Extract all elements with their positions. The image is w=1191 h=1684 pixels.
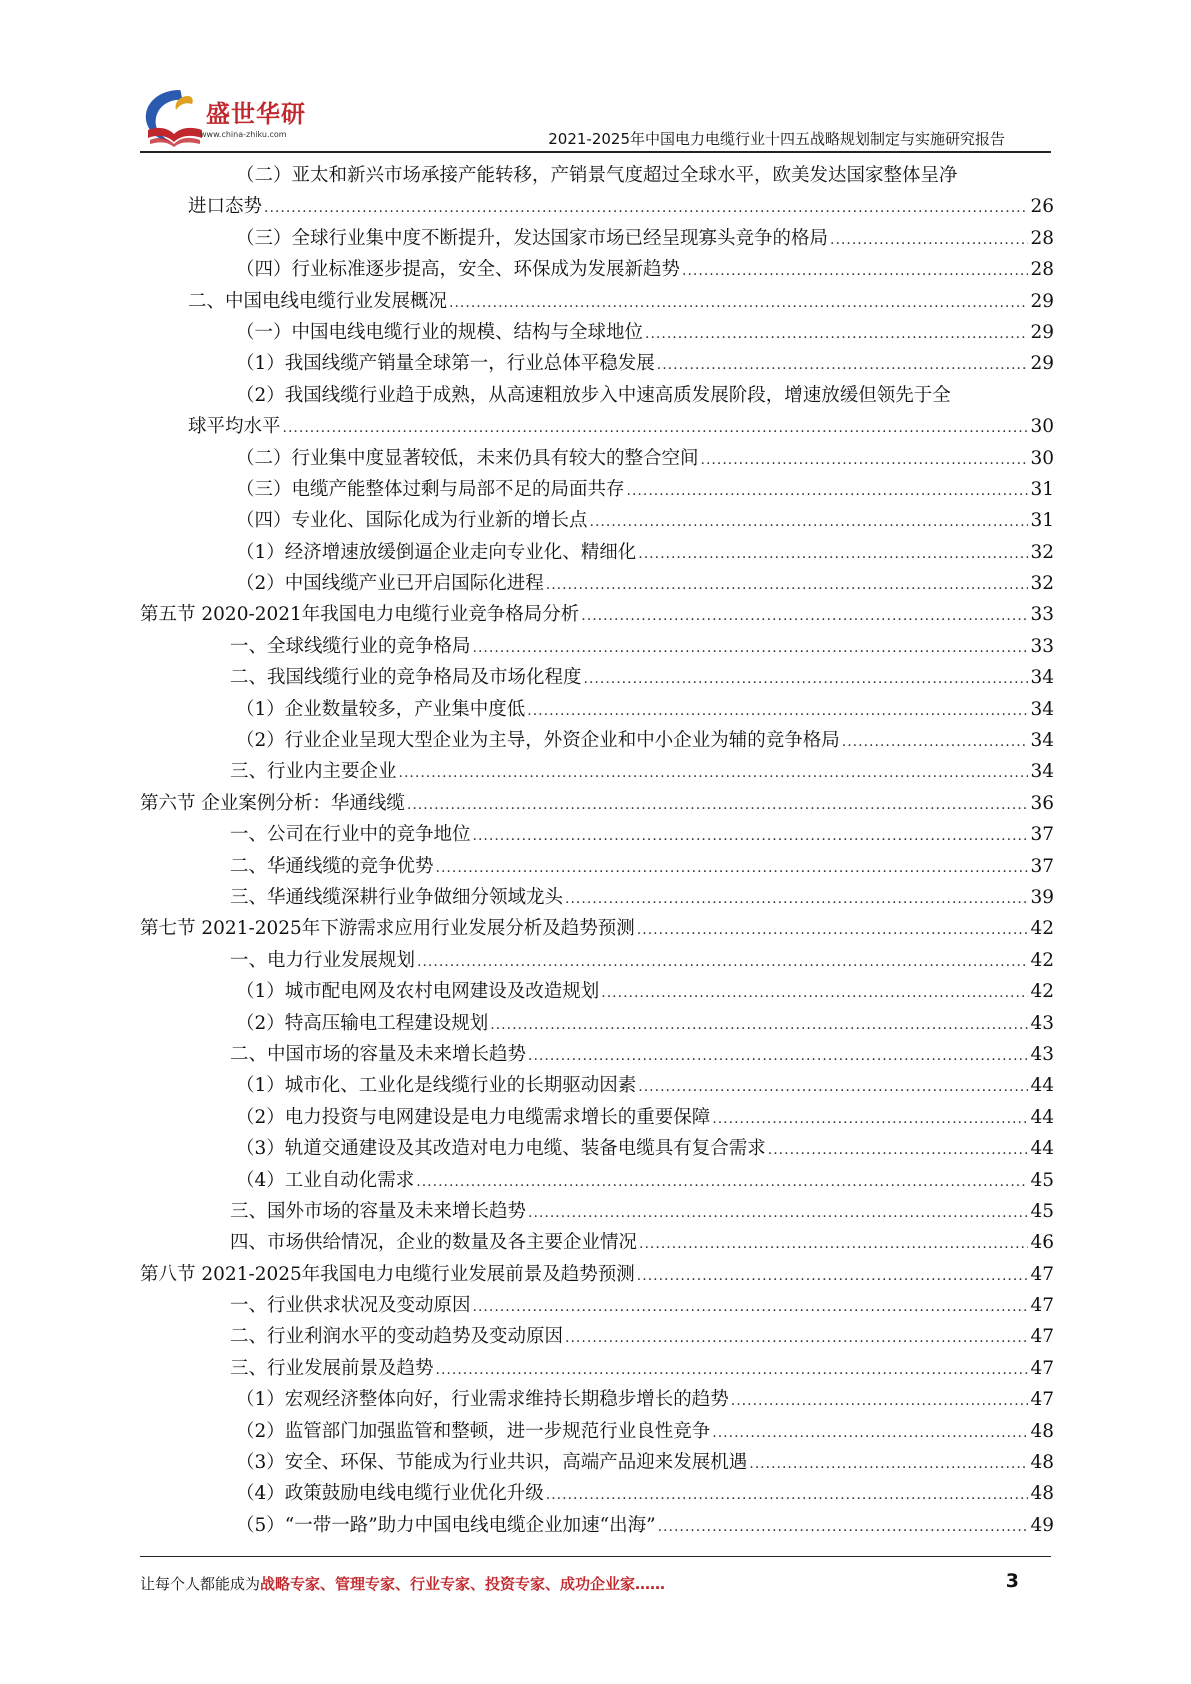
toc-entry-page: 42	[1030, 949, 1054, 971]
footer-divider	[140, 1556, 1051, 1557]
toc-entry-label: （2）中国线缆产业已开启国际化进程	[236, 568, 546, 599]
toc-entry-label: 二、中国市场的容量及未来增长趋势	[230, 1039, 528, 1070]
toc-leader-dots	[638, 539, 1028, 570]
toc-entry[interactable]	[140, 505, 1054, 536]
toc-entry-label: 二、华通线缆的竞争优势	[230, 851, 436, 882]
toc-entry-page: 34	[1030, 730, 1054, 752]
toc-entry[interactable]	[140, 882, 1054, 913]
toc-entry-label: （3）安全、环保、节能成为行业共识，高端产品迎来发展机遇	[236, 1447, 749, 1478]
toc-leader-dots	[712, 1104, 1028, 1135]
toc-entry[interactable]	[140, 694, 1054, 725]
toc-entry-page: 31	[1030, 510, 1054, 532]
footer-slogan-emphasis: 战略专家、管理专家、行业专家、投资专家、成功企业家……	[260, 1575, 666, 1593]
toc-leader-dots	[436, 853, 1029, 884]
toc-entry[interactable]	[140, 1259, 1054, 1290]
toc-entry[interactable]	[140, 1447, 1054, 1478]
toc-entry[interactable]	[140, 788, 1054, 819]
toc-entry-page: 28	[1030, 259, 1054, 281]
toc-entry[interactable]	[140, 1227, 1054, 1258]
toc-entry[interactable]	[140, 1165, 1054, 1196]
toc-leader-dots	[627, 476, 1029, 507]
toc-leader-dots	[749, 1449, 1028, 1480]
toc-entry-label: （四）行业标准逐步提高，安全、环保成为发展新趋势	[236, 254, 682, 285]
toc-entry-label: 第八节 2021-2025年我国电力电缆行业发展前景及趋势预测	[140, 1259, 637, 1290]
toc-entry-page: 26	[1030, 196, 1054, 218]
toc-leader-dots	[645, 319, 1028, 350]
toc-leader-dots	[436, 1355, 1029, 1386]
toc-entry-page: 39	[1030, 886, 1054, 908]
toc-entry-page: 43	[1030, 1012, 1054, 1034]
toc-entry-label: 第七节 2021-2025年下游需求应用行业发展分析及趋势预测	[140, 913, 637, 944]
toc-entry-page: 47	[1030, 1326, 1054, 1348]
toc-entry-page: 34	[1030, 667, 1054, 689]
toc-entry-label: 三、国外市场的容量及未来增长趋势	[230, 1196, 528, 1227]
toc-entry-page: 30	[1030, 447, 1054, 469]
table-of-contents	[140, 160, 1054, 1541]
toc-leader-dots	[546, 570, 1029, 601]
logo	[140, 86, 310, 148]
toc-entry-page: 44	[1030, 1138, 1054, 1160]
toc-entry[interactable]	[140, 976, 1054, 1007]
toc-entry-page: 47	[1030, 1389, 1054, 1411]
toc-entry-label: 三、行业发展前景及趋势	[230, 1353, 436, 1384]
toc-entry-label: 四、市场供给情况，企业的数量及各主要企业情况	[230, 1227, 639, 1258]
toc-leader-dots	[584, 664, 1029, 695]
toc-entry[interactable]	[140, 1510, 1054, 1541]
toc-entry[interactable]	[140, 662, 1054, 693]
toc-entry[interactable]	[140, 1290, 1054, 1321]
toc-entry[interactable]	[140, 474, 1054, 505]
page-number: 3	[1005, 1570, 1019, 1592]
toc-entry-page: 44	[1030, 1106, 1054, 1128]
toc-leader-dots	[658, 1512, 1029, 1543]
toc-entry-label: （4）政策鼓励电线电缆行业优化升级	[236, 1478, 546, 1509]
toc-entry-label: （2）我国线缆行业趋于成熟，从高速粗放步入中速高质发展阶段，增速放缓但领先于全	[236, 380, 953, 411]
toc-entry-label: （三）全球行业集中度不断提升，发达国家市场已经呈现寡头竞争的格局	[236, 223, 830, 254]
toc-entry[interactable]	[140, 945, 1054, 976]
toc-leader-dots	[546, 1480, 1029, 1511]
toc-entry-page: 42	[1030, 981, 1054, 1003]
toc-leader-dots	[842, 727, 1029, 758]
toc-leader-dots	[701, 445, 1029, 476]
toc-leader-dots	[637, 915, 1029, 946]
footer-slogan	[140, 1573, 665, 1594]
toc-entry-label: （三）电缆产能整体过剩与局部不足的局面共存	[236, 474, 627, 505]
toc-entry[interactable]	[140, 1416, 1054, 1447]
toc-leader-dots	[657, 350, 1029, 381]
toc-leader-dots	[830, 225, 1028, 256]
toc-leader-dots	[416, 1167, 1028, 1198]
toc-entry[interactable]	[140, 1008, 1054, 1039]
toc-entry-label: 一、公司在行业中的竞争地位	[230, 819, 473, 850]
toc-entry[interactable]	[140, 160, 1054, 191]
toc-entry-label: （1）经济增速放缓倒逼企业走向专业化、精细化	[236, 537, 638, 568]
toc-entry[interactable]	[140, 1384, 1054, 1415]
toc-entry-page: 32	[1030, 541, 1054, 563]
toc-entry-page: 28	[1030, 227, 1054, 249]
toc-entry-page: 33	[1030, 604, 1054, 626]
logo-url: www.china-zhiku.com	[200, 130, 287, 139]
toc-entry-label: 一、全球线缆行业的竞争格局	[230, 631, 473, 662]
toc-entry-page: 47	[1030, 1263, 1054, 1285]
toc-entry-page: 48	[1030, 1483, 1054, 1505]
toc-entry[interactable]	[140, 443, 1054, 474]
toc-entry-page: 44	[1030, 1075, 1054, 1097]
toc-entry[interactable]	[140, 1133, 1054, 1164]
toc-entry-label: （2）监管部门加强监管和整顿，进一步规范行业良性竞争	[236, 1416, 712, 1447]
toc-entry-page: 48	[1030, 1452, 1054, 1474]
toc-entry-page: 30	[1030, 416, 1054, 438]
toc-entry[interactable]	[140, 631, 1054, 662]
toc-entry[interactable]	[140, 1070, 1054, 1101]
toc-leader-dots	[682, 256, 1028, 287]
toc-entry-page: 37	[1030, 855, 1054, 877]
toc-entry-label: （1）宏观经济整体向好，行业需求维持长期稳步增长的趋势	[236, 1384, 731, 1415]
toc-entry[interactable]	[140, 1102, 1054, 1133]
toc-leader-dots	[581, 601, 1028, 632]
toc-leader-dots	[407, 790, 1029, 821]
toc-leader-dots	[528, 1041, 1028, 1072]
toc-leader-dots	[590, 507, 1029, 538]
toc-leader-dots	[731, 1386, 1029, 1417]
toc-entry-page: 29	[1030, 290, 1054, 312]
toc-entry-label: （1）城市化、工业化是线缆行业的长期驱动因素	[236, 1070, 638, 1101]
toc-entry[interactable]	[140, 223, 1054, 254]
toc-entry-page: 29	[1030, 353, 1054, 375]
toc-entry-label: （1）城市配电网及农村电网建设及改造规划	[236, 976, 601, 1007]
toc-entry-label: （2）特高压输电工程建设规划	[236, 1008, 490, 1039]
toc-entry[interactable]	[140, 1321, 1054, 1352]
toc-entry[interactable]	[140, 537, 1054, 568]
toc-entry-label: （4）工业自动化需求	[236, 1165, 416, 1196]
toc-leader-dots	[639, 1229, 1028, 1260]
toc-entry-label: （1）我国线缆产销量全球第一，行业总体平稳发展	[236, 348, 657, 379]
toc-entry[interactable]	[140, 1353, 1054, 1384]
toc-leader-dots	[473, 633, 1029, 664]
toc-entry-label: 第六节 企业案例分析：华通线缆	[140, 788, 407, 819]
toc-leader-dots	[527, 696, 1028, 727]
toc-entry[interactable]	[140, 1478, 1054, 1509]
toc-entry[interactable]	[140, 851, 1054, 882]
toc-entry-label: （一）中国电线电缆行业的规模、结构与全球地位	[236, 317, 645, 348]
toc-entry-label: （二）行业集中度显著较低，未来仍具有较大的整合空间	[236, 443, 701, 474]
toc-entry-label: 三、行业内主要企业	[230, 756, 399, 787]
toc-leader-dots	[473, 821, 1029, 852]
toc-entry[interactable]	[140, 819, 1054, 850]
toc-entry[interactable]	[140, 254, 1054, 285]
footer-slogan-prefix: 让每个人都能成为	[140, 1575, 261, 1593]
toc-entry-page: 45	[1030, 1169, 1054, 1191]
toc-entry[interactable]	[140, 599, 1054, 630]
toc-entry[interactable]	[140, 1196, 1054, 1227]
toc-entry-page: 46	[1030, 1232, 1054, 1254]
toc-leader-dots	[637, 1261, 1029, 1292]
toc-leader-dots	[712, 1418, 1028, 1449]
toc-entry-label: （四）专业化、国际化成为行业新的增长点	[236, 505, 590, 536]
toc-leader-dots	[565, 884, 1028, 915]
toc-leader-dots	[449, 288, 1028, 319]
toc-entry-page: 29	[1030, 321, 1054, 343]
toc-leader-dots	[490, 1010, 1028, 1041]
toc-entry-label: 进口态势	[188, 191, 264, 222]
toc-entry-page: 47	[1030, 1295, 1054, 1317]
toc-entry-label: 第五节 2020-2021年我国电力电缆行业竞争格局分析	[140, 599, 581, 630]
toc-entry[interactable]	[140, 725, 1054, 756]
toc-entry[interactable]	[140, 380, 1054, 411]
toc-entry[interactable]	[140, 411, 1054, 442]
toc-entry-label: 一、电力行业发展规划	[230, 945, 417, 976]
toc-entry-page: 49	[1030, 1514, 1054, 1536]
toc-leader-dots	[565, 1323, 1028, 1354]
toc-entry-page: 48	[1030, 1420, 1054, 1442]
toc-entry-label: 二、我国线缆行业的竞争格局及市场化程度	[230, 662, 584, 693]
toc-leader-dots	[264, 193, 1028, 224]
toc-leader-dots	[473, 1292, 1029, 1323]
toc-entry-page: 45	[1030, 1200, 1054, 1222]
toc-entry[interactable]	[140, 756, 1054, 787]
toc-entry-page: 36	[1030, 792, 1054, 814]
toc-leader-dots	[417, 947, 1028, 978]
toc-leader-dots	[528, 1198, 1028, 1229]
toc-entry-label: 二、中国电线电缆行业发展概况	[188, 286, 449, 317]
toc-leader-dots	[283, 413, 1029, 444]
toc-entry[interactable]	[140, 913, 1054, 944]
toc-entry-label: 球平均水平	[188, 411, 283, 442]
toc-entry-label: （3）轨道交通建设及其改造对电力电缆、装备电缆具有复合需求	[236, 1133, 768, 1164]
toc-entry[interactable]	[140, 348, 1054, 379]
toc-entry-label: （5）“一带一路”助力中国电线电缆企业加速“出海”	[236, 1510, 658, 1541]
toc-entry-label: 二、行业利润水平的变动趋势及变动原因	[230, 1321, 565, 1352]
toc-entry-label: 一、行业供求状况及变动原因	[230, 1290, 473, 1321]
toc-entry-label: （2）行业企业呈现大型企业为主导，外资企业和中小企业为辅的竞争格局	[236, 725, 842, 756]
toc-entry[interactable]	[140, 1039, 1054, 1070]
logo-text: 盛世华研	[206, 100, 306, 128]
toc-entry-page: 31	[1030, 478, 1054, 500]
toc-entry-page: 33	[1030, 635, 1054, 657]
toc-entry-page: 47	[1030, 1357, 1054, 1379]
toc-entry-label: （2）电力投资与电网建设是电力电缆需求增长的重要保障	[236, 1102, 712, 1133]
toc-leader-dots	[638, 1072, 1028, 1103]
toc-entry-page: 43	[1030, 1043, 1054, 1065]
toc-entry-page: 34	[1030, 761, 1054, 783]
toc-entry-label: （二）亚太和新兴市场承接产能转移，产销景气度超过全球水平，欧美发达国家整体呈净	[236, 160, 960, 191]
toc-entry-page: 37	[1030, 824, 1054, 846]
logo-emblem-icon	[140, 86, 206, 148]
toc-entry[interactable]	[140, 286, 1054, 317]
document-title: 2021-2025年中国电力电缆行业十四五战略规划制定与实施研究报告	[548, 130, 1005, 148]
toc-entry-page: 32	[1030, 573, 1054, 595]
toc-entry-page: 42	[1030, 918, 1054, 940]
toc-entry-label: 三、华通线缆深耕行业争做细分领域龙头	[230, 882, 565, 913]
toc-entry[interactable]	[140, 568, 1054, 599]
toc-leader-dots	[399, 758, 1029, 789]
toc-leader-dots	[601, 978, 1028, 1009]
toc-entry-label: （1）企业数量较多，产业集中度低	[236, 694, 527, 725]
toc-entry[interactable]	[140, 191, 1054, 222]
toc-leader-dots	[768, 1135, 1029, 1166]
toc-entry[interactable]	[140, 317, 1054, 348]
header-divider	[140, 151, 1051, 153]
toc-entry-page: 34	[1030, 698, 1054, 720]
